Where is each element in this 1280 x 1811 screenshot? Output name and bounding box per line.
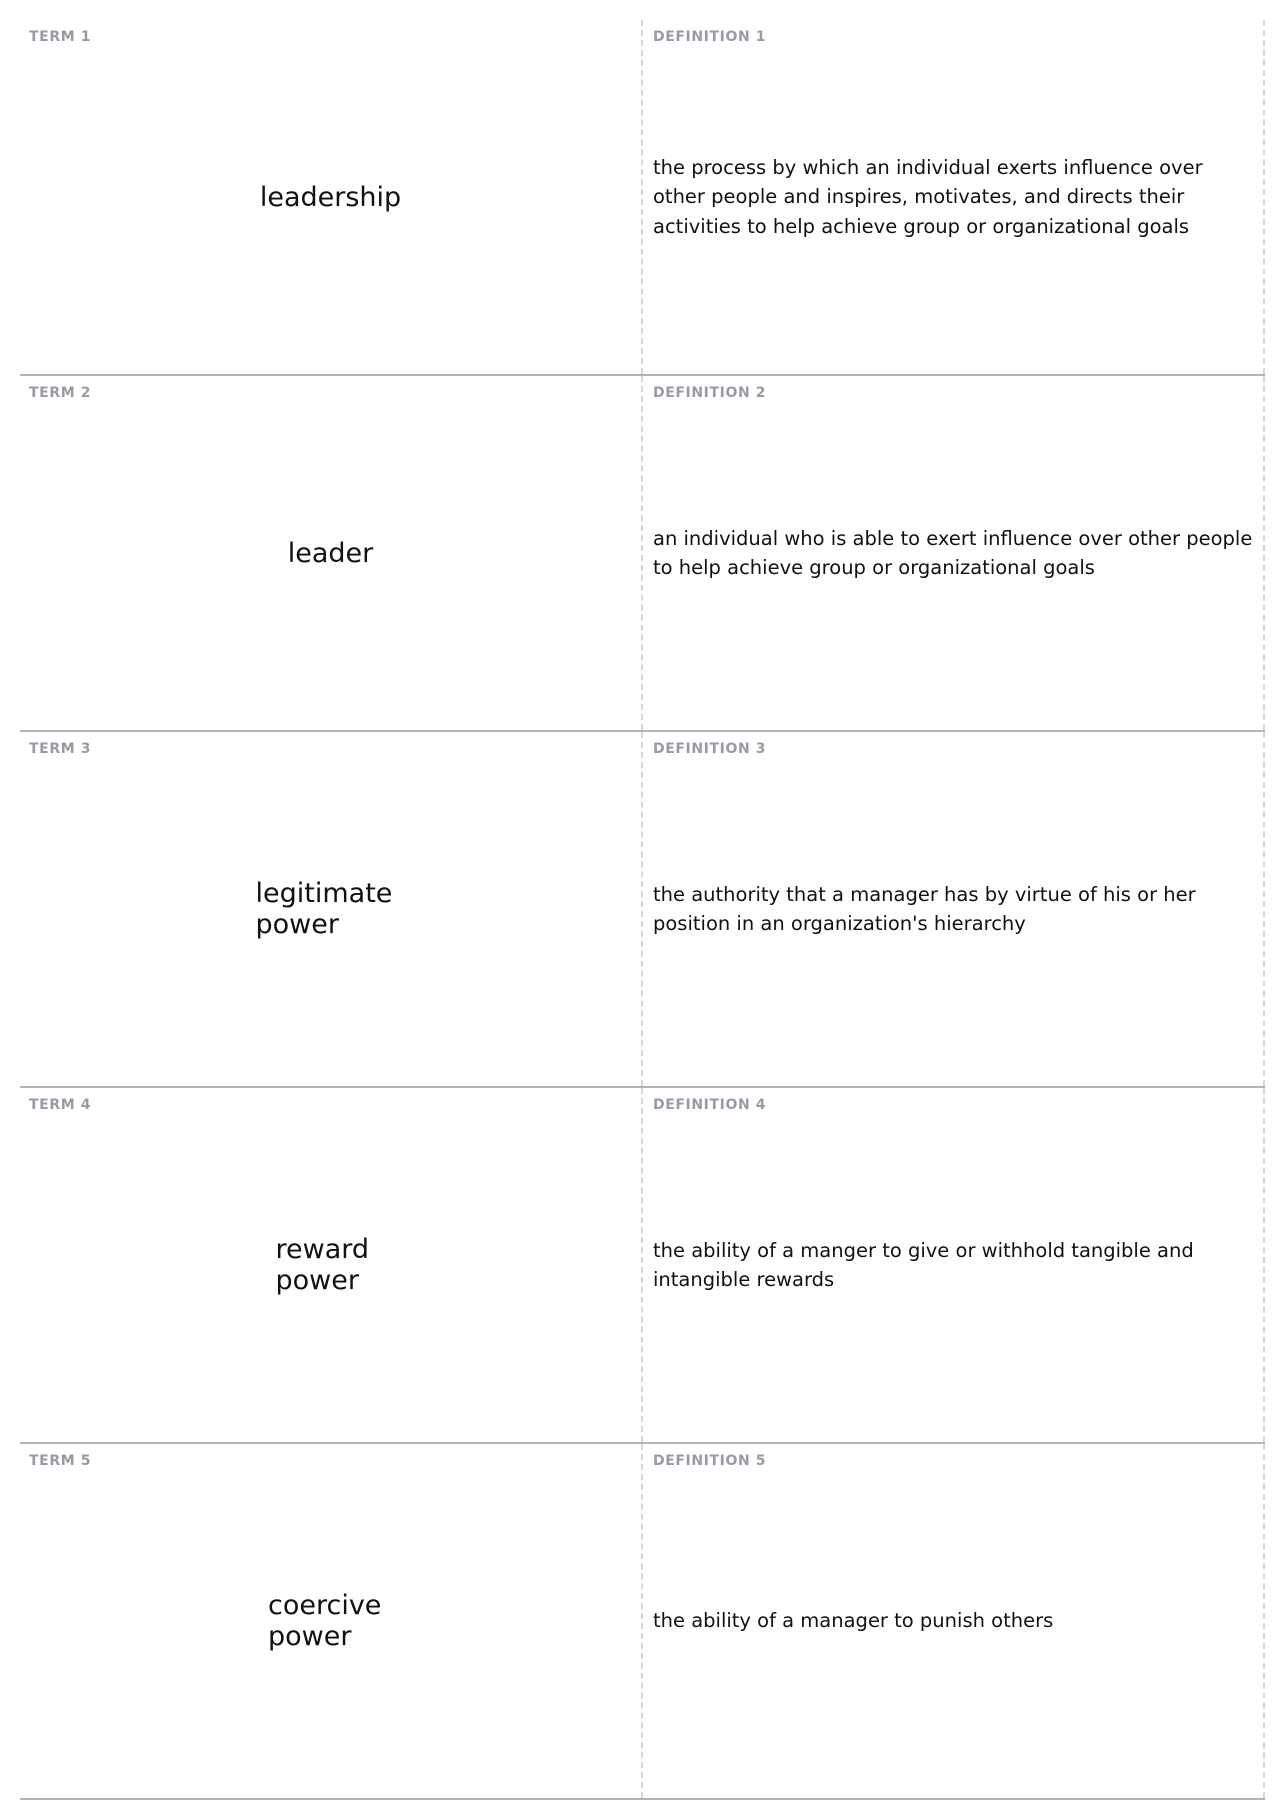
flashcard-row [20, 20, 1265, 376]
definition-number-label: DEFINITION 3 [653, 741, 767, 757]
flashcard-row [20, 1088, 1265, 1444]
definition-cell[interactable] [643, 732, 1265, 1086]
definition-number-label: DEFINITION 5 [653, 1453, 767, 1469]
definition-text: the ability of a manager to punish others [653, 1609, 1054, 1633]
term-number-label: TERM 2 [29, 385, 92, 401]
term-number-label: TERM 4 [29, 1097, 92, 1113]
definition-cell[interactable] [643, 20, 1265, 374]
term-text: legitimate power [255, 878, 393, 940]
term-cell[interactable] [20, 20, 643, 374]
definition-cell[interactable] [643, 1088, 1265, 1442]
flashcard-row [20, 376, 1265, 732]
definition-cell[interactable] [643, 1444, 1265, 1798]
term-text: coercive power [268, 1590, 382, 1652]
term-cell[interactable] [20, 1088, 643, 1442]
definition-text: the process by which an individual exerts influence over other people and inspires, motivates, and directs their activities to help achieve group or organizational goals [653, 155, 1203, 238]
definition-number-label: DEFINITION 2 [653, 385, 767, 401]
definition-number-label: DEFINITION 1 [653, 29, 767, 45]
term-text: leader [287, 537, 374, 569]
definition-text: the authority that a manager has by virtue of his or her position in an organization's hierarchy [653, 882, 1196, 935]
term-text: reward power [275, 1234, 370, 1296]
term-number-label: TERM 1 [29, 29, 92, 45]
term-number-label: TERM 5 [29, 1453, 92, 1469]
term-text: leadership [259, 181, 402, 213]
term-number-label: TERM 3 [29, 741, 92, 757]
flashcard-sheet [20, 20, 1265, 1800]
definition-cell[interactable] [643, 376, 1265, 730]
definition-text: the ability of a manger to give or withhold tangible and intangible rewards [653, 1238, 1194, 1291]
term-cell[interactable] [20, 1444, 643, 1798]
definition-number-label: DEFINITION 4 [653, 1097, 767, 1113]
definition-text: an individual who is able to exert influence over other people to help achieve group or organizational goals [653, 526, 1253, 579]
term-cell[interactable] [20, 732, 643, 1086]
flashcard-row [20, 732, 1265, 1088]
term-cell[interactable] [20, 376, 643, 730]
flashcard-row [20, 1444, 1265, 1800]
